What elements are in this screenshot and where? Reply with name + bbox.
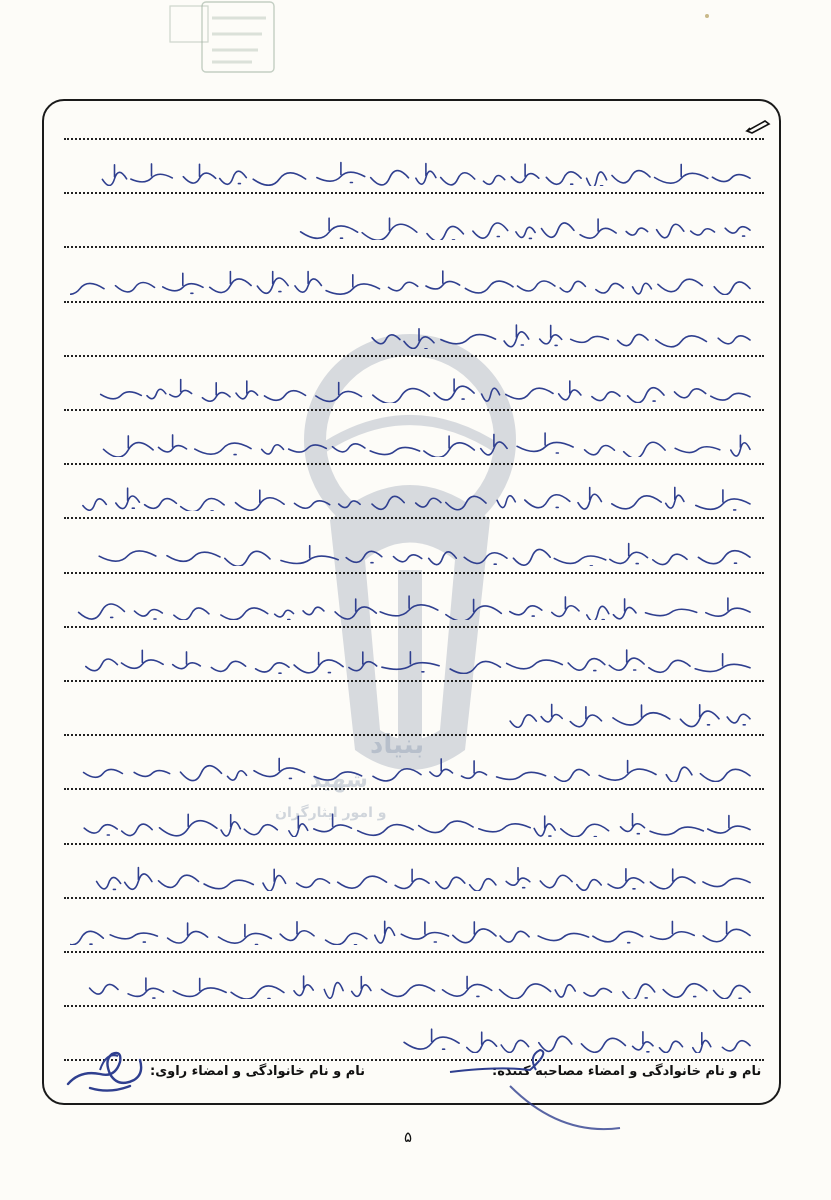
dotted-ruled-line [64,192,764,194]
dotted-ruled-line [64,463,764,465]
dotted-ruled-line [64,301,764,303]
ink-stroke [84,813,750,836]
handwritten-text-line [70,210,756,240]
handwritten-text-line [70,752,756,782]
handwritten-text-line [70,481,756,511]
ink-stroke [301,219,750,241]
narrator-signature [60,1040,150,1100]
ink-stroke [101,379,750,403]
handwritten-text-line [70,969,756,999]
dotted-ruled-line [64,355,764,357]
interviewer-signature [440,1046,630,1146]
handwritten-text-line [70,590,756,620]
dotted-ruled-line [64,788,764,790]
ink-stroke [90,976,750,999]
dotted-ruled-line [64,572,764,574]
handwritten-text-line [70,807,756,837]
handwritten-text-line [70,644,756,674]
handwritten-text-line [70,1023,756,1053]
handwritten-text-line [70,861,756,891]
dotted-ruled-line [64,734,764,736]
handwritten-text-line [70,536,756,566]
narrator-signature-label: نام و نام خانوادگی و امضاء راوی: [150,1064,365,1079]
dotted-ruled-line [64,843,764,845]
paper-speck [705,14,709,18]
ink-stroke [102,163,750,187]
ink-stroke [372,325,750,349]
handwritten-text-line [70,698,756,728]
dotted-ruled-line [64,626,764,628]
handwritten-text-line [70,915,756,945]
pen-icon [745,118,771,134]
ink-stroke [79,596,750,620]
ink-stroke [99,543,750,565]
handwritten-text-line [70,156,756,186]
watermark-title-2: شهید [310,768,368,793]
dotted-ruled-line [64,1005,764,1007]
handwritten-text-line [70,265,756,295]
watermark-subtitle: و امور ایثارگران [275,805,387,821]
handwritten-text-line [70,373,756,403]
handwritten-text-line [70,427,756,457]
ink-stroke [70,921,750,945]
dotted-ruled-line [64,951,764,953]
dotted-ruled-line [64,138,764,140]
ink-stroke [86,650,750,673]
ink-stroke [104,433,751,457]
ink-stroke [97,867,750,891]
dotted-ruled-line [64,1059,764,1061]
dotted-ruled-line [64,246,764,248]
interviewer-signature-label: نام و نام خانوادگی و امضاء مصاحبه کننده: [492,1064,762,1079]
ink-stroke [83,488,750,512]
page-number: ۵ [404,1128,413,1146]
ink-stroke [84,759,750,783]
dotted-ruled-line [64,680,764,682]
ink-stroke [510,705,750,728]
watermark-title: بنیاد [370,730,425,760]
handwritten-text-line [70,319,756,349]
faded-stamp [168,0,278,78]
dotted-ruled-line [64,897,764,899]
ink-stroke [70,271,750,295]
dotted-ruled-line [64,409,764,411]
dotted-ruled-line [64,517,764,519]
